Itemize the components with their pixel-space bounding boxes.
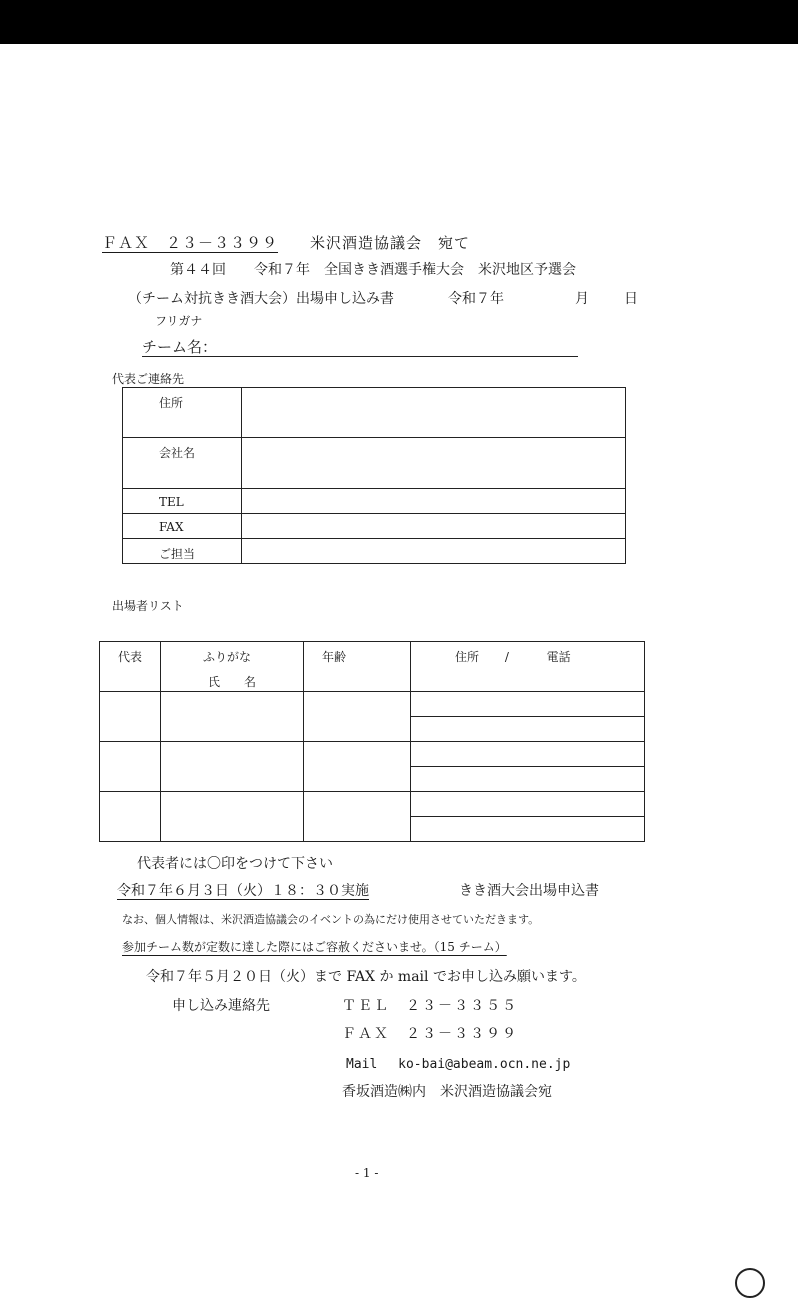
row-address-phone-cell (411, 742, 645, 792)
row-age-cell (304, 792, 411, 842)
apply-fax: ＦＡＸ ２３－３３９９ (342, 1026, 518, 1042)
contact-value-tel (242, 489, 626, 514)
contact-value-person (242, 539, 626, 564)
contact-value-fax (242, 514, 626, 539)
apply-tel: ＴＥＬ ２３－３３５５ (342, 998, 518, 1014)
row-name-cell (161, 692, 304, 742)
contact-label-company: 会社名 (123, 438, 242, 489)
header-address: 住所 (455, 650, 480, 664)
privacy-note: なお、個人情報は、米沢酒造協議会のイベントの為にだけ使用させていただきます。 (122, 913, 540, 926)
scroll-handle[interactable] (735, 1268, 765, 1298)
header-name (161, 642, 304, 692)
row-rep-cell (100, 692, 161, 742)
contact-table (122, 387, 626, 564)
table-row (100, 792, 645, 842)
date-month: 月 (575, 291, 589, 307)
row-rep-cell (100, 792, 161, 842)
date-day: 日 (624, 291, 638, 307)
contact-section-label: 代表ご連絡先 (112, 372, 185, 386)
contact-label-tel: TEL (123, 489, 242, 514)
contact-label-person: ご担当 (123, 539, 242, 564)
contact-label-address: 住所 (123, 388, 242, 438)
row-age-cell (304, 742, 411, 792)
table-header-row (100, 642, 645, 692)
row-name-cell (161, 742, 304, 792)
page-number: - 1 - (355, 1166, 379, 1180)
addressee: 米沢酒造協議会 宛て (310, 234, 471, 252)
row-rep-cell (100, 742, 161, 792)
furigana-label: フリガナ (155, 314, 203, 328)
event-doc-title: きき酒大会出場申込書 (459, 883, 599, 899)
capacity-note: 参加チーム数が定数に達した際にはご容赦くださいませ。（15 チーム） (122, 940, 507, 954)
participants-section-label: 出場者リスト (112, 599, 184, 613)
header-rep: 代表 (100, 642, 161, 692)
header-address-phone (411, 642, 645, 692)
header-slash: / (504, 650, 509, 664)
contact-value-address (242, 388, 626, 438)
table-row (100, 742, 645, 792)
row-address-phone-cell (411, 792, 645, 842)
contact-label-fax: FAX (123, 514, 242, 539)
row-age-cell (304, 692, 411, 742)
deadline-note: 令和７年５月２０日（火）まで FAX か mail でお申し込み願います。 (146, 969, 586, 985)
table-row (100, 692, 645, 742)
team-name-label: チーム名： (142, 338, 218, 356)
header-furigana: ふりがな (202, 650, 251, 664)
participants-table (99, 641, 645, 842)
header-age: 年齢 (304, 642, 411, 692)
team-name-field (142, 336, 578, 357)
apply-mail: Mail ko-bai@abeam.ocn.ne.jp (346, 1057, 571, 1072)
form-title: （チーム対抗きき酒大会）出場申し込み書 (128, 291, 394, 307)
row-address-phone-cell (411, 692, 645, 742)
event-date: 令和７年６月３日（火）１８：３０実施 (117, 883, 369, 899)
header-fullname: 氏 名 (207, 675, 256, 689)
apply-contact-label: 申し込み連絡先 (172, 998, 270, 1014)
row-name-cell (161, 792, 304, 842)
event-line: 第４４回 令和７年 全国きき酒選手権大会 米沢地区予選会 (170, 262, 576, 278)
fax-destination: ＦＡＸ ２３－３３９９ (102, 234, 279, 252)
header-phone: 電話 (546, 650, 571, 664)
contact-value-company (242, 438, 626, 489)
rep-mark-note: 代表者には〇印をつけて下さい (137, 856, 333, 872)
apply-org: 香坂酒造㈱内 米沢酒造協議会宛 (342, 1084, 552, 1100)
top-status-bar (0, 0, 798, 44)
date-year: 令和７年 (448, 291, 504, 307)
